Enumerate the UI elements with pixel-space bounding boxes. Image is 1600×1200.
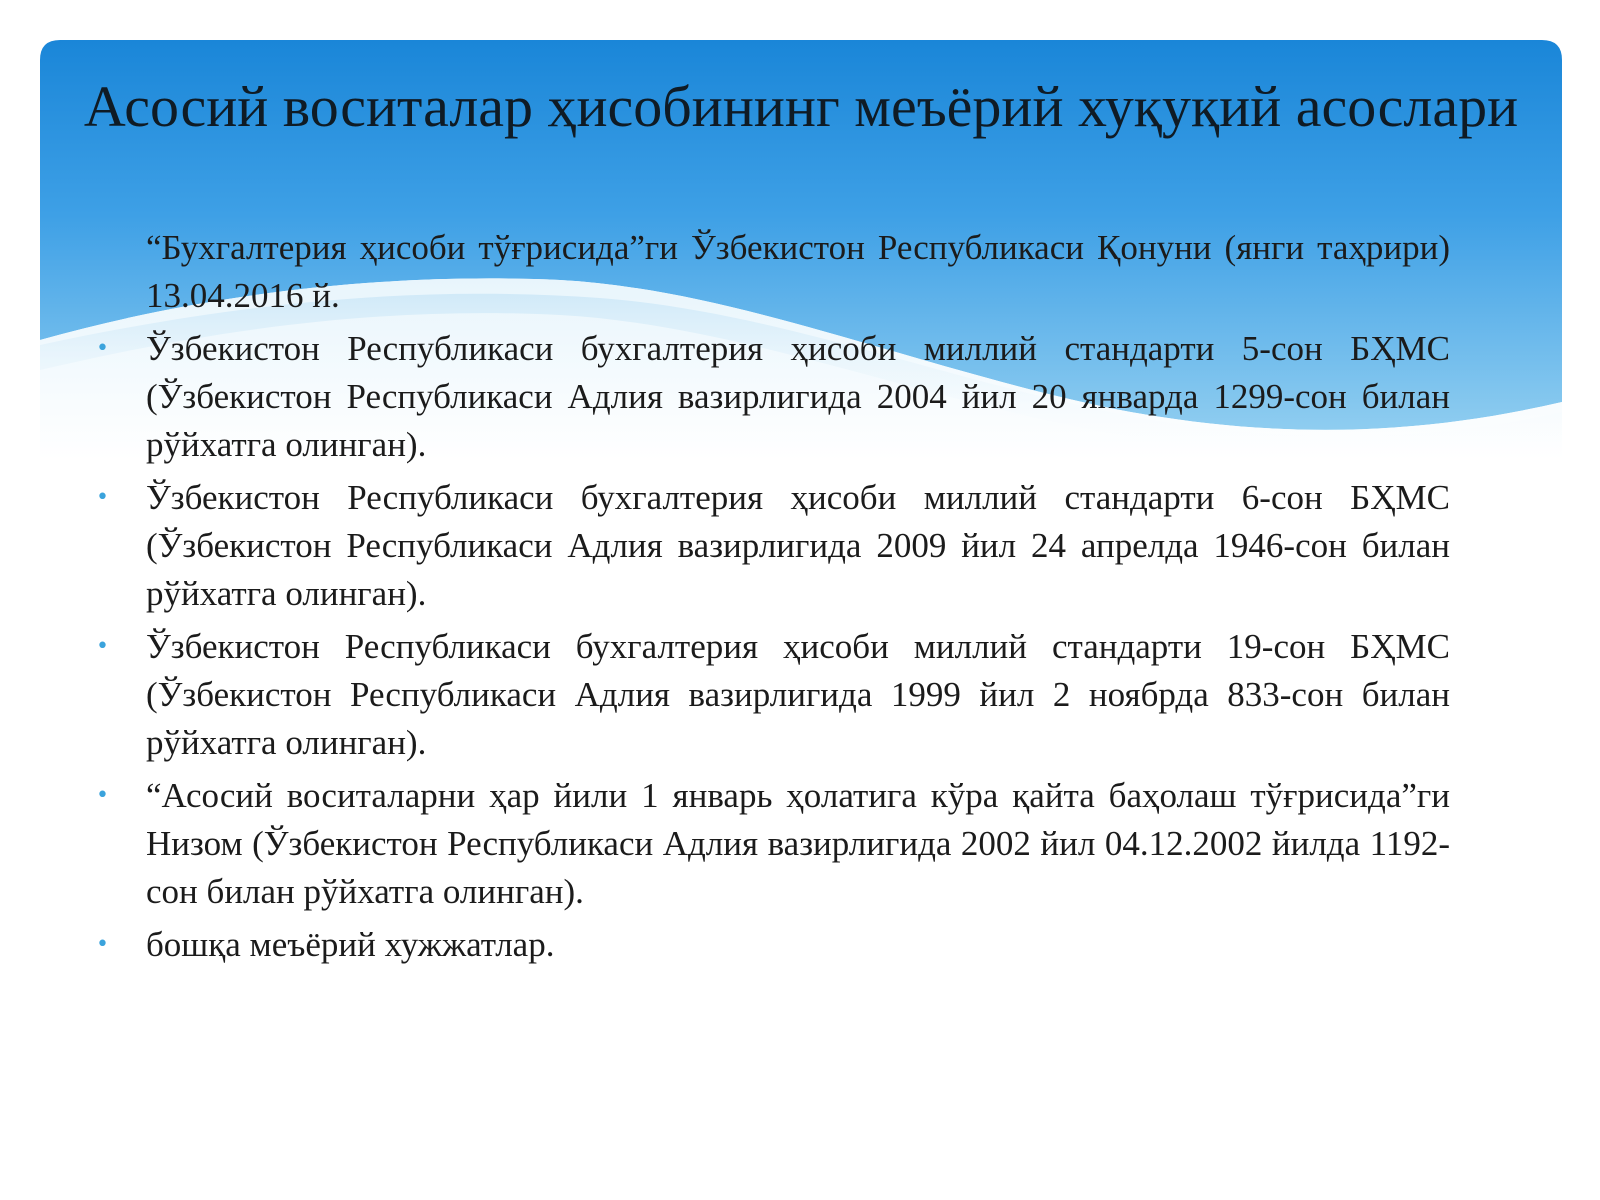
list-item [96, 921, 1450, 969]
bullet-icon: • [96, 485, 109, 510]
slide-title: Асосий воситалар ҳисобининг меъёрий хуқуқий асослари [83, 74, 1519, 139]
bullet-icon: • [96, 932, 109, 957]
list-item-text: Ўзбекистон Республикаси бухгалтерия ҳисоби миллий стандарти 6-сон БҲМС (Ўзбекистон Республикаси Адлия вазирлигида 2009 йил 24 апрелда 1946-сон билан рўйхатга олинган). [146, 478, 1450, 613]
list-item [96, 772, 1450, 916]
bullet-icon: • [96, 783, 109, 808]
list-item [96, 224, 1450, 320]
list-item-text: “Асосий воситаларни ҳар йили 1 январь ҳолатига кўра қайта баҳолаш тўғрисида”ги Низом (Ўзбекистон Республикаси Адлия вазирлигида 2002 йил 04.12.2002 йилда 1192-сон билан рўйхатга олинган). [146, 776, 1450, 911]
list-item-text: Ўзбекистон Республикаси бухгалтерия ҳисоби миллий стандарти 5-сон БҲМС (Ўзбекистон Республикаси Адлия вазирлигида 2004 йил 20 январда 1299-сон билан рўйхатга олинган). [146, 329, 1450, 464]
bullet-icon: • [96, 336, 109, 361]
list-item-text: бошқа меъёрий хужжатлар. [146, 925, 555, 964]
list-item-text: Ўзбекистон Республикаси бухгалтерия ҳисоби миллий стандарти 19-сон БҲМС (Ўзбекистон Республикаси Адлия вазирлигида 1999 йил 2 ноябрда 833-сон билан рўйхатга олинган). [146, 627, 1450, 762]
list-item [96, 623, 1450, 767]
bullet-icon: • [96, 634, 109, 659]
list-item-text: “Бухгалтерия ҳисоби тўғрисида”ги Ўзбекистон Республикаси Қонуни (янги таҳрири) 13.04.2016 й. [146, 228, 1450, 315]
list-item [96, 474, 1450, 618]
list-item [96, 325, 1450, 469]
bullet-list [96, 224, 1450, 974]
